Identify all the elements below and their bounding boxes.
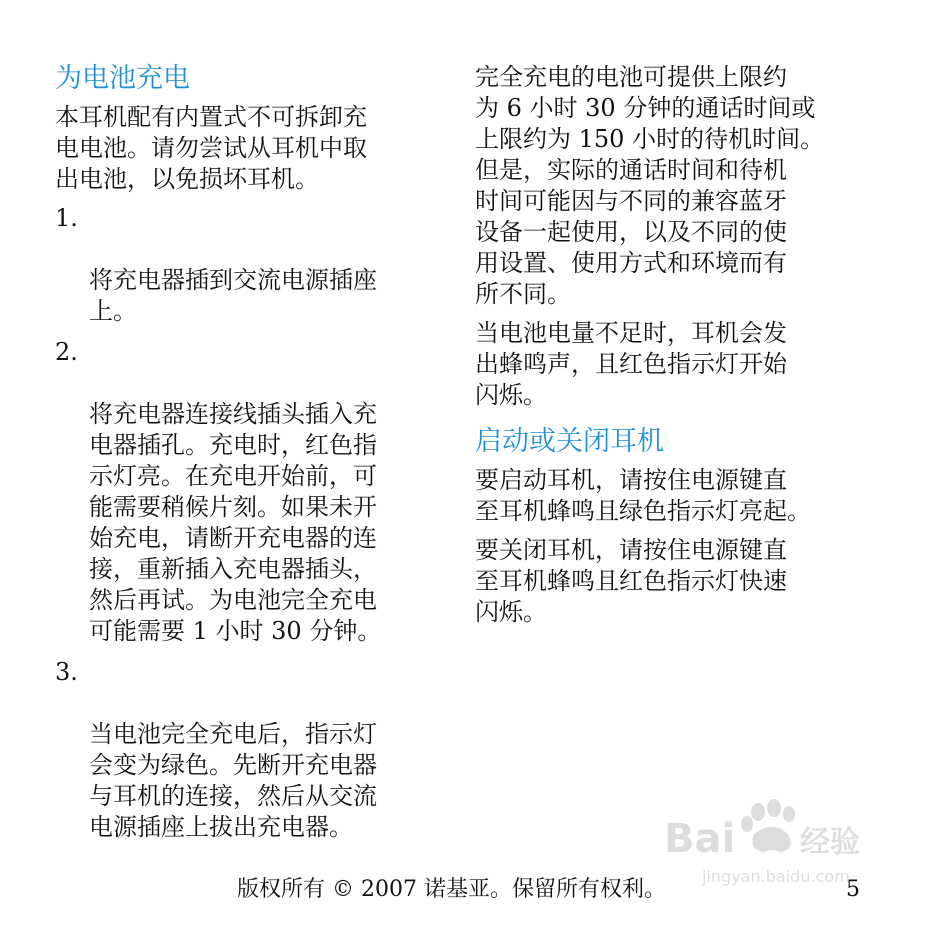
low-battery-paragraph: 当电池电量不足时，耳机会发 出蜂鸣声，且红色指示灯开始 闪烁。 [475, 319, 787, 409]
copyright-footer: 版权所有 © 2007 诺基亚。保留所有权利。 [237, 877, 666, 902]
step-item [55, 203, 430, 327]
step-number: 1. [55, 204, 78, 232]
step-text: 当电池完全充电后，指示灯 会变为绿色。先断开充电器 与耳机的连接，然后从交流 电源插座上拔出充电器。 [89, 720, 377, 841]
baidu-jingyan-watermark-logo [662, 790, 877, 890]
page-number: 5 [846, 877, 860, 902]
power-off-paragraph: 要关闭耳机，请按住电源键直 至耳机蜂鸣且红色指示灯快速 闪烁。 [475, 536, 787, 626]
charging-intro: 本耳机配有内置式不可拆卸充 电电池。请勿尝试从耳机中取 出电池，以免损坏耳机。 [55, 103, 367, 193]
step-number: 2. [55, 338, 78, 366]
svg-text:Bai: Bai [664, 816, 736, 862]
step-item [55, 657, 430, 843]
right-column [475, 62, 895, 636]
svg-text:jingyan.baidu.com: jingyan.baidu.com [702, 867, 850, 886]
charging-steps [55, 203, 430, 843]
left-column [55, 62, 430, 853]
section-title-power: 启动或关闭耳机 [475, 426, 664, 457]
svg-text:经验: 经验 [800, 825, 860, 860]
step-text: 将充电器连接线插头插入充 电器插孔。充电时，红色指 示灯亮。在充电开始前，可 能需要稍候片刻。如果未开 始充电，请断开充电器的连 接，重新插入充电器插头， 然后再试。为电池完全充电 可能需要 1 小时 30 分钟。 [89, 400, 382, 645]
step-number: 3. [55, 658, 78, 686]
step-text: 将充电器插到交流电源插座 上。 [89, 266, 377, 325]
power-on-paragraph: 要启动耳机，请按住电源键直 至耳机蜂鸣且绿色指示灯亮起。 [475, 466, 811, 525]
step-item [55, 337, 430, 647]
battery-life-paragraph: 完全充电的电池可提供上限约 为 6 小时 30 分钟的通话时间或 上限约为 150 小时的待机时间。 但是，实际的通话时间和待机 时间可能因与不同的兼容蓝牙 设备一起使用，以及不同的使 用设置、使用方式和环境而有 所不同。 [475, 63, 825, 308]
section-title-charging: 为电池充电 [55, 63, 190, 94]
